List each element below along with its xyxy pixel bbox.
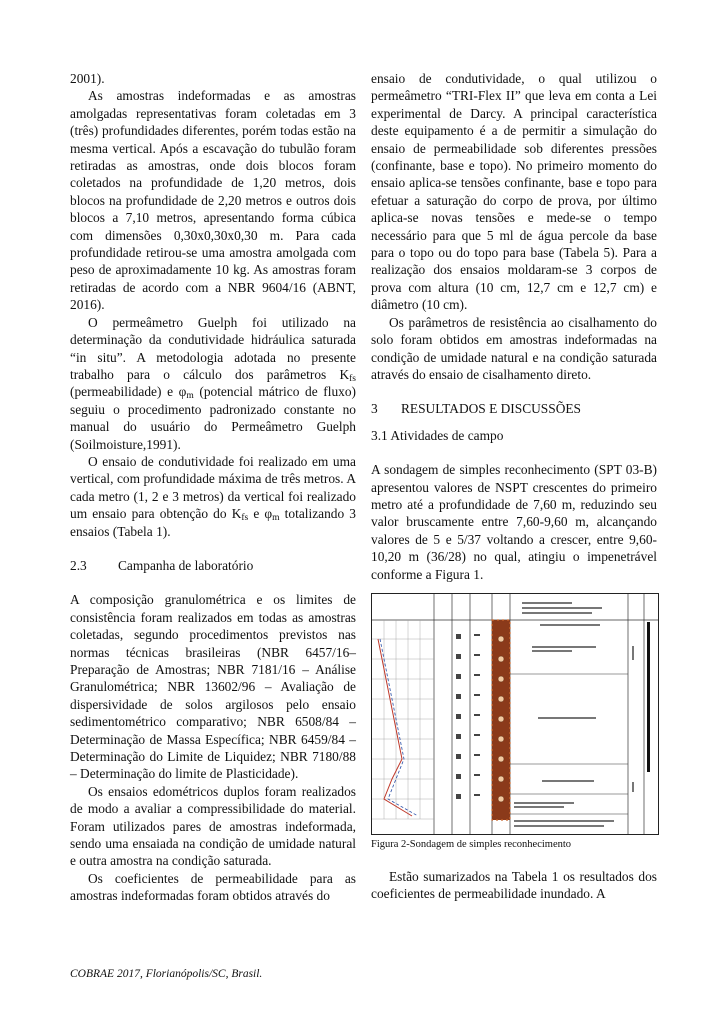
right-column [371, 70, 657, 903]
paragraph: Os ensaios edométricos duplos foram realizados de modo a avaliar a compressibilidade do material. Foram utilizados pares de amostras indeformada, sendo uma ensaiada na condição de umidade natural e outra amostra na condição saturada. [70, 783, 356, 869]
page-footer: COBRAE 2017, Florianópolis/SC, Brasil. [70, 968, 263, 980]
paragraph-text: (permeabilidade) e φ [70, 384, 187, 400]
section-title: RESULTADOS E DISCUSSÕES [401, 401, 581, 417]
spt-borehole-log-figure [371, 593, 659, 835]
paragraph-text: e φ [248, 506, 273, 522]
figure-caption: Figura 2-Sondagem de simples reconhecimento [371, 838, 572, 850]
section-heading [371, 400, 657, 417]
paragraph [70, 453, 356, 540]
paragraph-text: totalizando 3 ensaios (Tabela 1). [70, 506, 356, 539]
paragraph: Os parâmetros de resistência ao cisalhamento do solo foram obtidos em amostras indeformadas na condição de umidade natural e na condição saturada através do ensaio de cisalhamento direto. [371, 314, 657, 382]
subscript: fs [349, 373, 356, 384]
paragraph: 2001). [70, 71, 105, 86]
paragraph-text: O ensaio de condutividade foi realizado em uma vertical, com profundidade máxima de três metros. A cada metro (1, 2 e 3 metros) da vertical foi realizado um ensaio para obtenção do K [70, 453, 356, 522]
paragraph-text: O permeâmetro Guelph foi utilizado na determinação da condutividade hidráulica saturada “in situ”. A metodologia adotada no presente trabalho para o cálculo dos parâmetros K [70, 314, 356, 382]
subscript: m [272, 513, 280, 524]
section-title: Campanha de laboratório [118, 557, 254, 573]
paragraph: Os coeficientes de permeabilidade para as amostras indeformadas foram obtidos através do [70, 870, 356, 904]
paragraph-text: (potencial mátrico de fluxo) seguiu o procedimento padronizado constante no manual do usuário do Permeâmetro Guelph (Soilmoisture,1991). [70, 384, 356, 452]
paragraph: A sondagem de simples reconhecimento (SPT 03-B) apresentou valores de NSPT crescentes do primeiro metro até a profundidade de 7,60 m, reduzindo seu valor bruscamente entre 7,60-9,60 m, alcançando valores de 5 e 5/37 voltando a crescer, entre 9,60-10,20 m (36/28) no qual, atingiu o impenetrável conforme a Figura 1. [371, 462, 657, 582]
subsection-heading: 3.1 Atividades de campo [371, 427, 504, 443]
section-number: 2.3 [70, 557, 87, 573]
paragraph: Estão sumarizados na Tabela 1 os resultados dos coeficientes de permeabilidade inundado. A [371, 868, 657, 902]
subscript: fs [241, 513, 249, 524]
paragraph: As amostras indeformadas e as amostras amolgadas representativas foram coletadas em 3 (três) profundidades diferentes, porém todas estão na mesma vertical. Após a escavação do tubulão foram retiradas as amostras, onde dois blocos foram coletados na profundidade de 1,20 metros, dois blocos na profundidade de 2,20 metros e outros dois blocos a 7,10 metros, apresentando forma cúbica com dimensões 0,30x0,30x0,30 m. Para cada profundidade retirou-se uma amostra amolgada com peso de aproximadamente 10 kg. As amostras foram retiradas de acordo com a NBR 9604/16 (ABNT, 2016). [70, 88, 356, 313]
section-heading [70, 557, 356, 574]
paragraph: A composição granulométrica e os limites de consistência foram realizados em todas as amostras coletadas, segundo procedimentos previstos nas normas técnicas brasileiras (NBR 6457/16– Preparação de Amostras; NBR 7181/16 – Análise Granulométrica; NBR 13602/96 – Avaliação de dispersividade de solos argilosos pelo ensaio sedimentométrico comparativo; NBR 6508/84 – Determinação de Massa Específica; NBR 6459/84 – Determinação do Limite de Liquidez; NBR 7180/88 – Determinação do limite de Plasticidade). [70, 592, 356, 782]
left-column [70, 70, 356, 905]
paragraph: ensaio de condutividade, o qual utilizou o permeâmetro “TRI-Flex II” que leva em conta a Lei experimental de Darcy. A principal característica deste equipamento é a de permitir a simulação do ensaio de permeabilidade sob diferentes pressões (confinante, base e topo). No primeiro momento do ensaio aplica-se tensões confinante, base e topo para efetuar a saturação do corpo de prova, por último aplica-se novas tensões e mede-se o tempo necessário para que 5 ml de água percole da base para o topo ou do topo para base (Tabela 5). Para a realização dos ensaios moldaram-se 3 corpos de prova com altura (10 cm, 12,7 cm e 12,7 cm) e diâmetro (10 cm). [371, 71, 657, 313]
subscript: m [186, 391, 194, 402]
borehole-log-drawing [372, 594, 658, 834]
section-number: 3 [371, 401, 378, 417]
paragraph [70, 314, 356, 453]
